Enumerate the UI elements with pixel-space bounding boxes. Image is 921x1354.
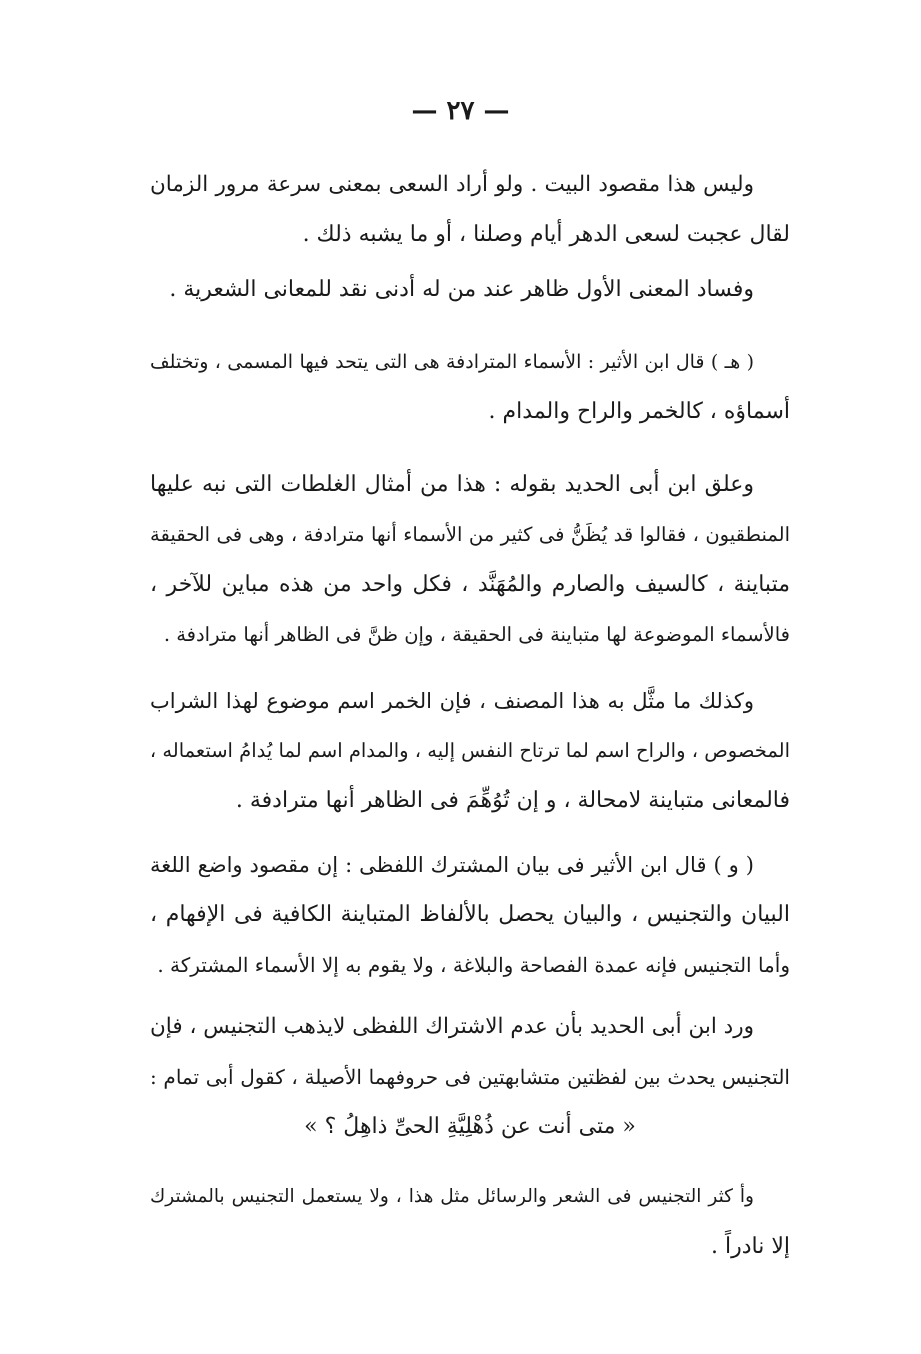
text-line: وفساد المعنى الأول ظاهر عند من له أدنى نقد للمعانى الشعرية . xyxy=(169,277,754,302)
text-line: متباينة ، كالسيف والصارم والمُهَنَّد ، فكل واحد من هذه مباين للآخر ، xyxy=(150,572,790,597)
text-line: أسماؤه ، كالخمر والراح والمدام . xyxy=(488,399,790,424)
text-line: إلا نادراً . xyxy=(711,1234,790,1259)
text-line: ورد ابن أبى الحديد بأن عدم الاشتراك اللفظى لايذهب التجنيس ، فإن xyxy=(150,1014,754,1039)
text-line: المنطقيون ، فقالوا قد يُظَنُّ فى كثير من الأسماء أنها مترادفة ، وهى فى الحقيقة xyxy=(150,523,790,546)
text-line: ( هـ ) قال ابن الأثير : الأسماء المترادفة هى التى يتحد فيها المسمى ، وتختلف xyxy=(150,351,754,373)
text-line: لقال عجبت لسعى الدهر أيام وصلنا ، أو ما يشبه ذلك . xyxy=(302,222,790,247)
verse-quote: « متى أنت عن ذُهْلِيَّةِ الحىِّ ذاهِلُ ؟ » xyxy=(304,1114,636,1139)
text-line: وأ كثر التجنيس فى الشعر والرسائل مثل هذا ، ولا يستعمل التجنيس بالمشترك xyxy=(150,1186,754,1207)
paragraph-5 xyxy=(150,676,790,826)
text-line: فالأسماء الموضوعة لها متباينة فى الحقيقة ، وإن ظنَّ فى الظاهر أنها مترادفة . xyxy=(163,623,790,646)
paragraph-2 xyxy=(150,265,790,315)
page-number: — ٢٧ — xyxy=(411,96,510,126)
text-line: المخصوص ، والراح اسم لما ترتاح النفس إليه ، والمدام اسم لما يُدامُ استعماله ، xyxy=(149,739,790,762)
paragraph-8 xyxy=(150,1172,790,1272)
text-line: فالمعانى متباينة لامحالة ، و إن تُوُهِّمَ فى الظاهر أنها مترادفة . xyxy=(235,788,790,813)
text-line: ( و ) قال ابن الأثير فى بيان المشترك اللفظى : إن مقصود واضع اللغة xyxy=(150,853,754,877)
text-line: وكذلك ما مثَّل به هذا المصنف ، فإن الخمر اسم موضوع لهذا الشراب xyxy=(150,689,754,713)
text-line: وأما التجنيس فإنه عمدة الفصاحة والبلاغة ، ولا يقوم به إلا الأسماء المشتركة . xyxy=(157,953,790,977)
paragraph-4 xyxy=(150,460,790,660)
paragraph-7 xyxy=(150,1002,790,1152)
paragraph-1 xyxy=(150,160,790,260)
text-line: وعلق ابن أبى الحديد بقوله : هذا من أمثال الغلطات التى نبه عليها xyxy=(150,472,754,497)
text-line: وليس هذا مقصود البيت . ولو أراد السعى بمعنى سرعة مرور الزمان xyxy=(150,172,754,197)
paragraph-3 xyxy=(150,337,790,437)
text-line: البيان والتجنيس ، والبيان يحصل بالألفاظ المتباينة الكافية فى الإفهام ، xyxy=(150,902,790,927)
paragraph-6 xyxy=(150,840,790,990)
text-line: التجنيس يحدث بين لفظتين متشابهتين فى حروفهما الأصيلة ، كقول أبى تمام : xyxy=(150,1065,790,1089)
